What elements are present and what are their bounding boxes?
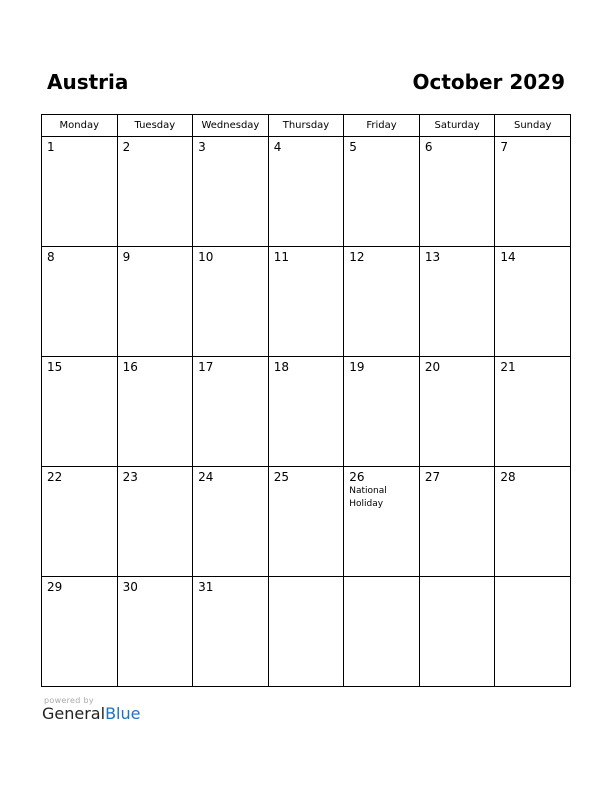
empty-day-cell — [419, 577, 495, 687]
day-number: 18 — [273, 360, 289, 374]
week-row — [42, 467, 571, 577]
empty-day-cell — [344, 577, 420, 687]
day-number: 24 — [198, 470, 214, 484]
day-number: 15 — [47, 360, 63, 374]
day-number: 5 — [349, 140, 357, 154]
day-number: 29 — [47, 580, 63, 594]
day-cell — [495, 357, 571, 467]
day-number: 19 — [349, 360, 365, 374]
country-title: Austria — [47, 70, 129, 94]
day-number: 8 — [47, 250, 55, 264]
day-number — [495, 577, 570, 580]
weekday-header: Thursday — [268, 115, 344, 137]
day-number — [269, 577, 344, 580]
day-cell — [42, 137, 118, 247]
generalblue-logo — [42, 705, 140, 723]
day-cell — [117, 137, 193, 247]
day-cell — [344, 247, 420, 357]
day-cell — [193, 357, 269, 467]
day-number: 31 — [198, 580, 214, 594]
day-number — [420, 577, 495, 580]
weekday-header: Tuesday — [117, 115, 193, 137]
day-cell — [495, 247, 571, 357]
day-number: 12 — [349, 250, 365, 264]
week-row — [42, 357, 571, 467]
day-cell — [344, 357, 420, 467]
day-cell — [268, 247, 344, 357]
weekday-header: Friday — [344, 115, 420, 137]
day-cell — [419, 137, 495, 247]
day-cell — [42, 247, 118, 357]
day-cell — [495, 467, 571, 577]
day-number: 4 — [273, 140, 282, 154]
weekday-header: Monday — [42, 115, 118, 137]
day-cell — [268, 467, 344, 577]
holiday-event-label: National Holiday — [349, 486, 387, 509]
empty-day-cell — [268, 577, 344, 687]
day-cell — [419, 247, 495, 357]
logo-blue-text: Blue — [105, 704, 141, 723]
empty-day-cell — [495, 577, 571, 687]
day-cell — [117, 247, 193, 357]
day-number: 3 — [198, 140, 206, 154]
day-cell — [42, 577, 118, 687]
weekday-header-row — [42, 115, 571, 137]
day-number: 23 — [122, 470, 138, 484]
weekday-header: Sunday — [495, 115, 571, 137]
day-number: 7 — [500, 140, 509, 154]
day-number: 30 — [122, 580, 138, 594]
day-number: 20 — [424, 360, 441, 374]
day-number: 28 — [500, 470, 516, 484]
day-cell — [419, 467, 495, 577]
day-cell — [193, 247, 269, 357]
day-cell — [193, 577, 269, 687]
day-number: 10 — [198, 250, 214, 264]
day-number: 11 — [273, 250, 289, 264]
day-number: 26 — [349, 470, 365, 484]
day-number: 9 — [122, 250, 131, 264]
day-number: 27 — [424, 470, 441, 484]
day-number: 17 — [198, 360, 214, 374]
day-cell — [495, 137, 571, 247]
day-number: 6 — [424, 140, 433, 154]
day-number: 21 — [500, 360, 516, 374]
day-number: 14 — [500, 250, 516, 264]
powered-by-text: powered by — [44, 696, 94, 705]
footer-branding — [42, 696, 140, 723]
day-cell — [268, 137, 344, 247]
logo-general-text: General — [42, 704, 106, 723]
day-number: 16 — [122, 360, 138, 374]
day-number — [344, 577, 419, 580]
weekday-header: Saturday — [419, 115, 495, 137]
day-cell — [419, 357, 495, 467]
calendar-grid — [41, 114, 571, 687]
day-number: 25 — [273, 470, 289, 484]
day-number: 13 — [424, 250, 441, 264]
month-year-title: October 2029 — [412, 70, 565, 94]
day-number: 1 — [47, 140, 55, 154]
week-row — [42, 247, 571, 357]
day-cell — [42, 467, 118, 577]
day-cell — [193, 467, 269, 577]
day-cell — [344, 137, 420, 247]
day-cell — [268, 357, 344, 467]
day-cell — [117, 467, 193, 577]
day-cell — [344, 467, 420, 577]
day-cell — [193, 137, 269, 247]
week-row — [42, 577, 571, 687]
day-cell — [117, 577, 193, 687]
day-number: 22 — [47, 470, 63, 484]
weekday-header: Wednesday — [193, 115, 269, 137]
day-number: 2 — [122, 140, 131, 154]
day-cell — [42, 357, 118, 467]
day-cell — [117, 357, 193, 467]
week-row — [42, 137, 571, 247]
